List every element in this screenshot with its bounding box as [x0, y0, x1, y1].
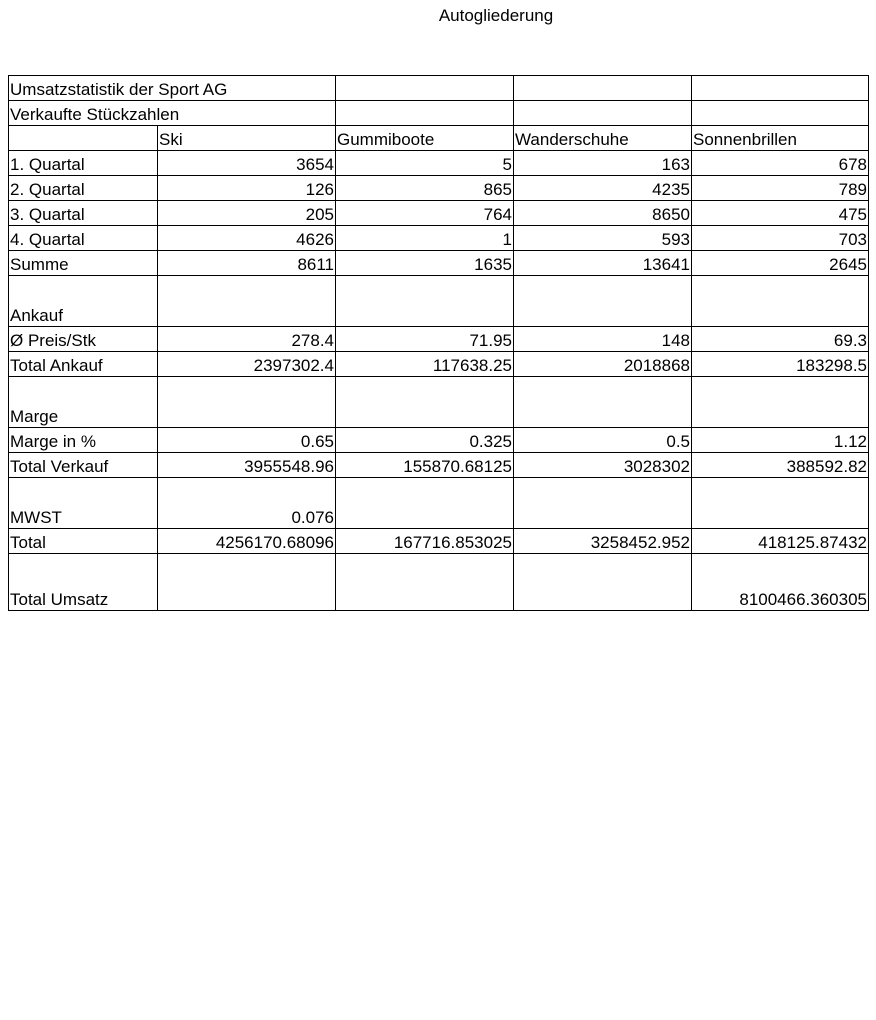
table-row — [9, 377, 869, 428]
table-cell[interactable]: 155870.68125 — [336, 453, 514, 478]
table-cell[interactable]: 148 — [514, 327, 692, 352]
table-cell[interactable]: 1 — [336, 226, 514, 251]
table-cell[interactable] — [692, 478, 869, 529]
table-cell[interactable]: 126 — [158, 176, 336, 201]
table-row — [9, 478, 869, 529]
table-row — [9, 151, 869, 176]
table-cell[interactable]: 8650 — [514, 201, 692, 226]
table-cell[interactable]: 3955548.96 — [158, 453, 336, 478]
table-cell[interactable] — [336, 377, 514, 428]
table-cell[interactable]: 0.5 — [514, 428, 692, 453]
row-label[interactable]: 1. Quartal — [9, 151, 158, 176]
table-cell[interactable]: 13641 — [514, 251, 692, 276]
sheet-subtitle[interactable]: Verkaufte Stückzahlen — [9, 101, 336, 126]
table-cell[interactable]: 865 — [336, 176, 514, 201]
table-row — [9, 201, 869, 226]
row-label[interactable]: Total — [9, 529, 158, 554]
table-cell[interactable]: 0.076 — [158, 478, 336, 529]
row-label[interactable]: Ankauf — [9, 276, 158, 327]
table-row — [9, 352, 869, 377]
page-title: Autogliederung — [438, 6, 554, 25]
table-row — [9, 327, 869, 352]
column-header[interactable] — [9, 126, 158, 151]
table-cell[interactable] — [692, 101, 869, 126]
sheet-title-row — [9, 76, 869, 101]
table-row — [9, 529, 869, 554]
row-label[interactable]: Summe — [9, 251, 158, 276]
table-cell[interactable]: 1635 — [336, 251, 514, 276]
table-cell[interactable] — [514, 478, 692, 529]
table-row — [9, 428, 869, 453]
table-cell[interactable]: 8100466.360305 — [692, 554, 869, 611]
table-cell[interactable]: 117638.25 — [336, 352, 514, 377]
table-cell[interactable] — [692, 377, 869, 428]
table-cell[interactable] — [514, 76, 692, 101]
table-cell[interactable]: 703 — [692, 226, 869, 251]
table-cell[interactable] — [336, 478, 514, 529]
row-label[interactable]: 2. Quartal — [9, 176, 158, 201]
table-cell[interactable]: 2018868 — [514, 352, 692, 377]
row-label[interactable]: 4. Quartal — [9, 226, 158, 251]
table-cell[interactable]: 69.3 — [692, 327, 869, 352]
table-cell[interactable]: 4235 — [514, 176, 692, 201]
table-cell[interactable]: 183298.5 — [692, 352, 869, 377]
table-cell[interactable]: 278.4 — [158, 327, 336, 352]
table-cell[interactable]: 3654 — [158, 151, 336, 176]
row-label[interactable]: Marge in % — [9, 428, 158, 453]
table-cell[interactable] — [514, 377, 692, 428]
row-label[interactable]: MWST — [9, 478, 158, 529]
table-cell[interactable]: 4256170.68096 — [158, 529, 336, 554]
table-cell[interactable]: 163 — [514, 151, 692, 176]
table-cell[interactable] — [514, 276, 692, 327]
row-label[interactable]: Total Umsatz — [9, 554, 158, 611]
table-cell[interactable] — [692, 76, 869, 101]
table-cell[interactable]: 678 — [692, 151, 869, 176]
column-header-ski[interactable]: Ski — [158, 126, 336, 151]
table-cell[interactable] — [336, 76, 514, 101]
spreadsheet-table — [8, 75, 869, 611]
sheet-subtitle-row — [9, 101, 869, 126]
table-cell[interactable] — [158, 554, 336, 611]
table-cell[interactable] — [514, 554, 692, 611]
table-cell[interactable]: 8611 — [158, 251, 336, 276]
row-label[interactable]: Ø Preis/Stk — [9, 327, 158, 352]
table-cell[interactable] — [158, 377, 336, 428]
table-cell[interactable]: 5 — [336, 151, 514, 176]
table-row — [9, 554, 869, 611]
table-row — [9, 453, 869, 478]
column-header-wanderschuhe[interactable]: Wanderschuhe — [514, 126, 692, 151]
table-row — [9, 251, 869, 276]
table-row — [9, 226, 869, 251]
table-cell[interactable]: 3258452.952 — [514, 529, 692, 554]
table-cell[interactable] — [514, 101, 692, 126]
table-cell[interactable]: 2397302.4 — [158, 352, 336, 377]
table-cell[interactable]: 418125.87432 — [692, 529, 869, 554]
column-header-gummiboote[interactable]: Gummiboote — [336, 126, 514, 151]
table-cell[interactable]: 475 — [692, 201, 869, 226]
sheet-title[interactable]: Umsatzstatistik der Sport AG — [9, 76, 336, 101]
table-cell[interactable]: 789 — [692, 176, 869, 201]
table-cell[interactable]: 0.325 — [336, 428, 514, 453]
table-cell[interactable] — [158, 276, 336, 327]
row-label[interactable]: Marge — [9, 377, 158, 428]
table-cell[interactable]: 71.95 — [336, 327, 514, 352]
table-row — [9, 276, 869, 327]
table-cell[interactable] — [336, 276, 514, 327]
table-cell[interactable]: 205 — [158, 201, 336, 226]
column-header-sonnenbrillen[interactable]: Sonnenbrillen — [692, 126, 869, 151]
row-label[interactable]: 3. Quartal — [9, 201, 158, 226]
table-cell[interactable] — [692, 276, 869, 327]
table-cell[interactable]: 593 — [514, 226, 692, 251]
table-row — [9, 176, 869, 201]
table-cell[interactable]: 167716.853025 — [336, 529, 514, 554]
table-cell[interactable] — [336, 554, 514, 611]
table-cell[interactable]: 2645 — [692, 251, 869, 276]
table-cell[interactable]: 764 — [336, 201, 514, 226]
table-cell[interactable] — [336, 101, 514, 126]
row-label[interactable]: Total Verkauf — [9, 453, 158, 478]
table-cell[interactable]: 0.65 — [158, 428, 336, 453]
table-cell[interactable]: 1.12 — [692, 428, 869, 453]
row-label[interactable]: Total Ankauf — [9, 352, 158, 377]
table-cell[interactable]: 4626 — [158, 226, 336, 251]
column-header-row — [9, 126, 869, 151]
table-cell[interactable]: 388592.82 — [692, 453, 869, 478]
table-cell[interactable]: 3028302 — [514, 453, 692, 478]
